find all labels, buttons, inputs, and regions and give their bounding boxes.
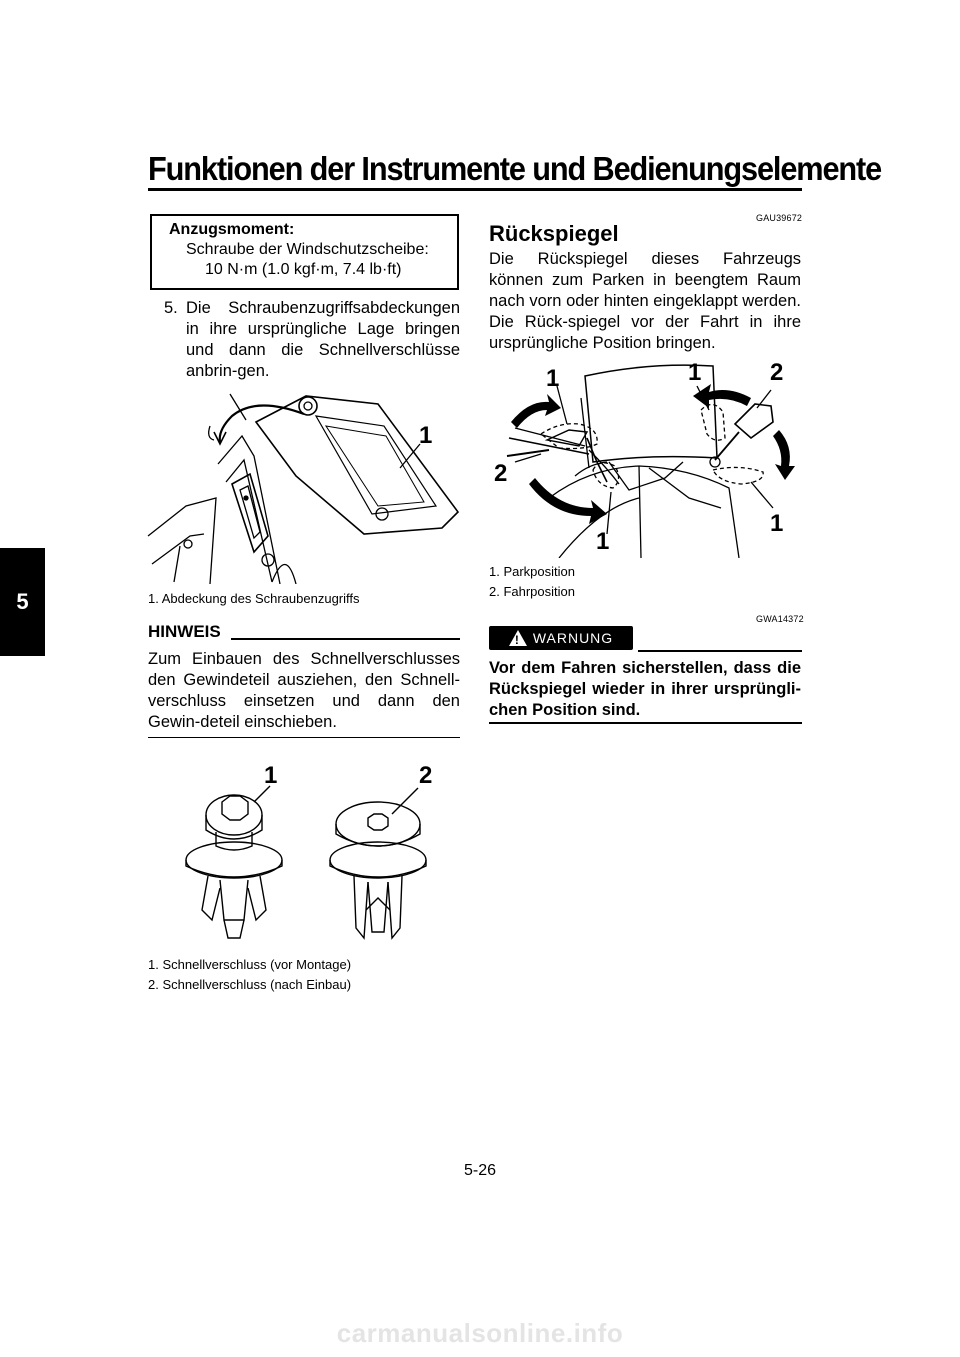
- watermark: carmanualsonline.info: [336, 1318, 624, 1348]
- torque-line-2: 10 N·m (1.0 kgf·m, 7.4 lb·ft): [205, 261, 402, 278]
- title-rule: [148, 188, 802, 191]
- figure1-caption: 1. Abdeckung des Schraubenzugriffs: [148, 591, 360, 606]
- warning-icon: !: [509, 630, 527, 646]
- fastener-before: [186, 795, 282, 938]
- hinweis-heading: HINWEIS: [148, 622, 221, 641]
- cover-arrow: [220, 405, 304, 442]
- right-mirror: [735, 404, 773, 438]
- torque-label: Anzugsmoment:: [169, 221, 295, 238]
- arrow-up-left: [511, 394, 561, 428]
- hinweis-end-rule: [148, 737, 460, 738]
- arrow-up-right: [693, 384, 751, 408]
- torque-line-1: Schraube der Windschutzscheibe:: [186, 241, 429, 258]
- step-5: [164, 298, 460, 382]
- dashed-park-right: [701, 404, 725, 440]
- step-number: 5.: [164, 299, 178, 317]
- warning-text: Vor dem Fahren sicherstellen, dass die Rückspiegel wieder in ihrer ursprüngli-chen Position sind.: [489, 659, 801, 719]
- figure2-callout-1: 1: [264, 762, 278, 789]
- section-code: GAU39672: [756, 213, 803, 223]
- section-text: Die Rückspiegel dieses Fahrzeugs können zum Parken in beengtem Raum nach vorn oder hinten eingeklappt werden. Die Rück-spiegel vor der Fahrt in ihre ursprüngliche Position bringen.: [489, 250, 801, 352]
- frame-line: [148, 498, 216, 584]
- warning-badge-label: WARNUNG: [532, 630, 614, 646]
- torque-box: [150, 214, 459, 290]
- left-mirror: [547, 430, 587, 446]
- hinweis-text: Zum Einbauen des Schnellverschlusses den Gewindeteil ausziehen, den Schnell-verschluss einsetzen und dann den Gewin-deteil einschieben.: [148, 650, 460, 731]
- figure-fasteners: [168, 760, 448, 940]
- page-title: Funktionen der Instrumente und Bedienungselemente: [148, 150, 882, 187]
- section-heading: Rückspiegel: [489, 221, 619, 246]
- figure2-callout-2: 2: [419, 762, 433, 789]
- warning-code: GWA14372: [756, 614, 804, 624]
- figure2-caption-2: 2. Schnellverschluss (nach Einbau): [148, 977, 352, 992]
- figure3-label-1b: 1: [688, 359, 702, 386]
- page-number: 5-26: [463, 1162, 497, 1179]
- callout-line-2: [392, 788, 418, 814]
- figure3-caption-2: 2. Fahrposition: [489, 584, 575, 599]
- figure-mirrors: [489, 358, 801, 558]
- warning-end-rule: [489, 722, 802, 724]
- section-tab: 5: [0, 548, 45, 656]
- warning-badge: [489, 626, 633, 650]
- warning-rule: [638, 650, 802, 652]
- cover-panel: [256, 396, 458, 534]
- figure-screw-cover: [146, 386, 462, 584]
- figure3-caption-1: 1. Parkposition: [489, 564, 575, 579]
- figure3-label-2b: 2: [494, 460, 508, 487]
- figure3-label-1c: 1: [770, 510, 784, 537]
- figure2-caption-1: 1. Schnellverschluss (vor Montage): [148, 957, 352, 972]
- arrow-down-right: [773, 430, 795, 480]
- step-text: Die Schraubenzugriffsabdeckungen in ihre ursprüngliche Lage bringen und dann die Schnellverschlüsse anbrin-gen.: [186, 299, 460, 380]
- figure3-label-1a: 1: [546, 365, 560, 392]
- figure3-label-1d: 1: [596, 528, 610, 555]
- hinweis-rule: [231, 638, 460, 640]
- figure1-callout: 1: [419, 422, 433, 449]
- figure3-label-2a: 2: [770, 359, 784, 386]
- fastener-after: [330, 802, 426, 938]
